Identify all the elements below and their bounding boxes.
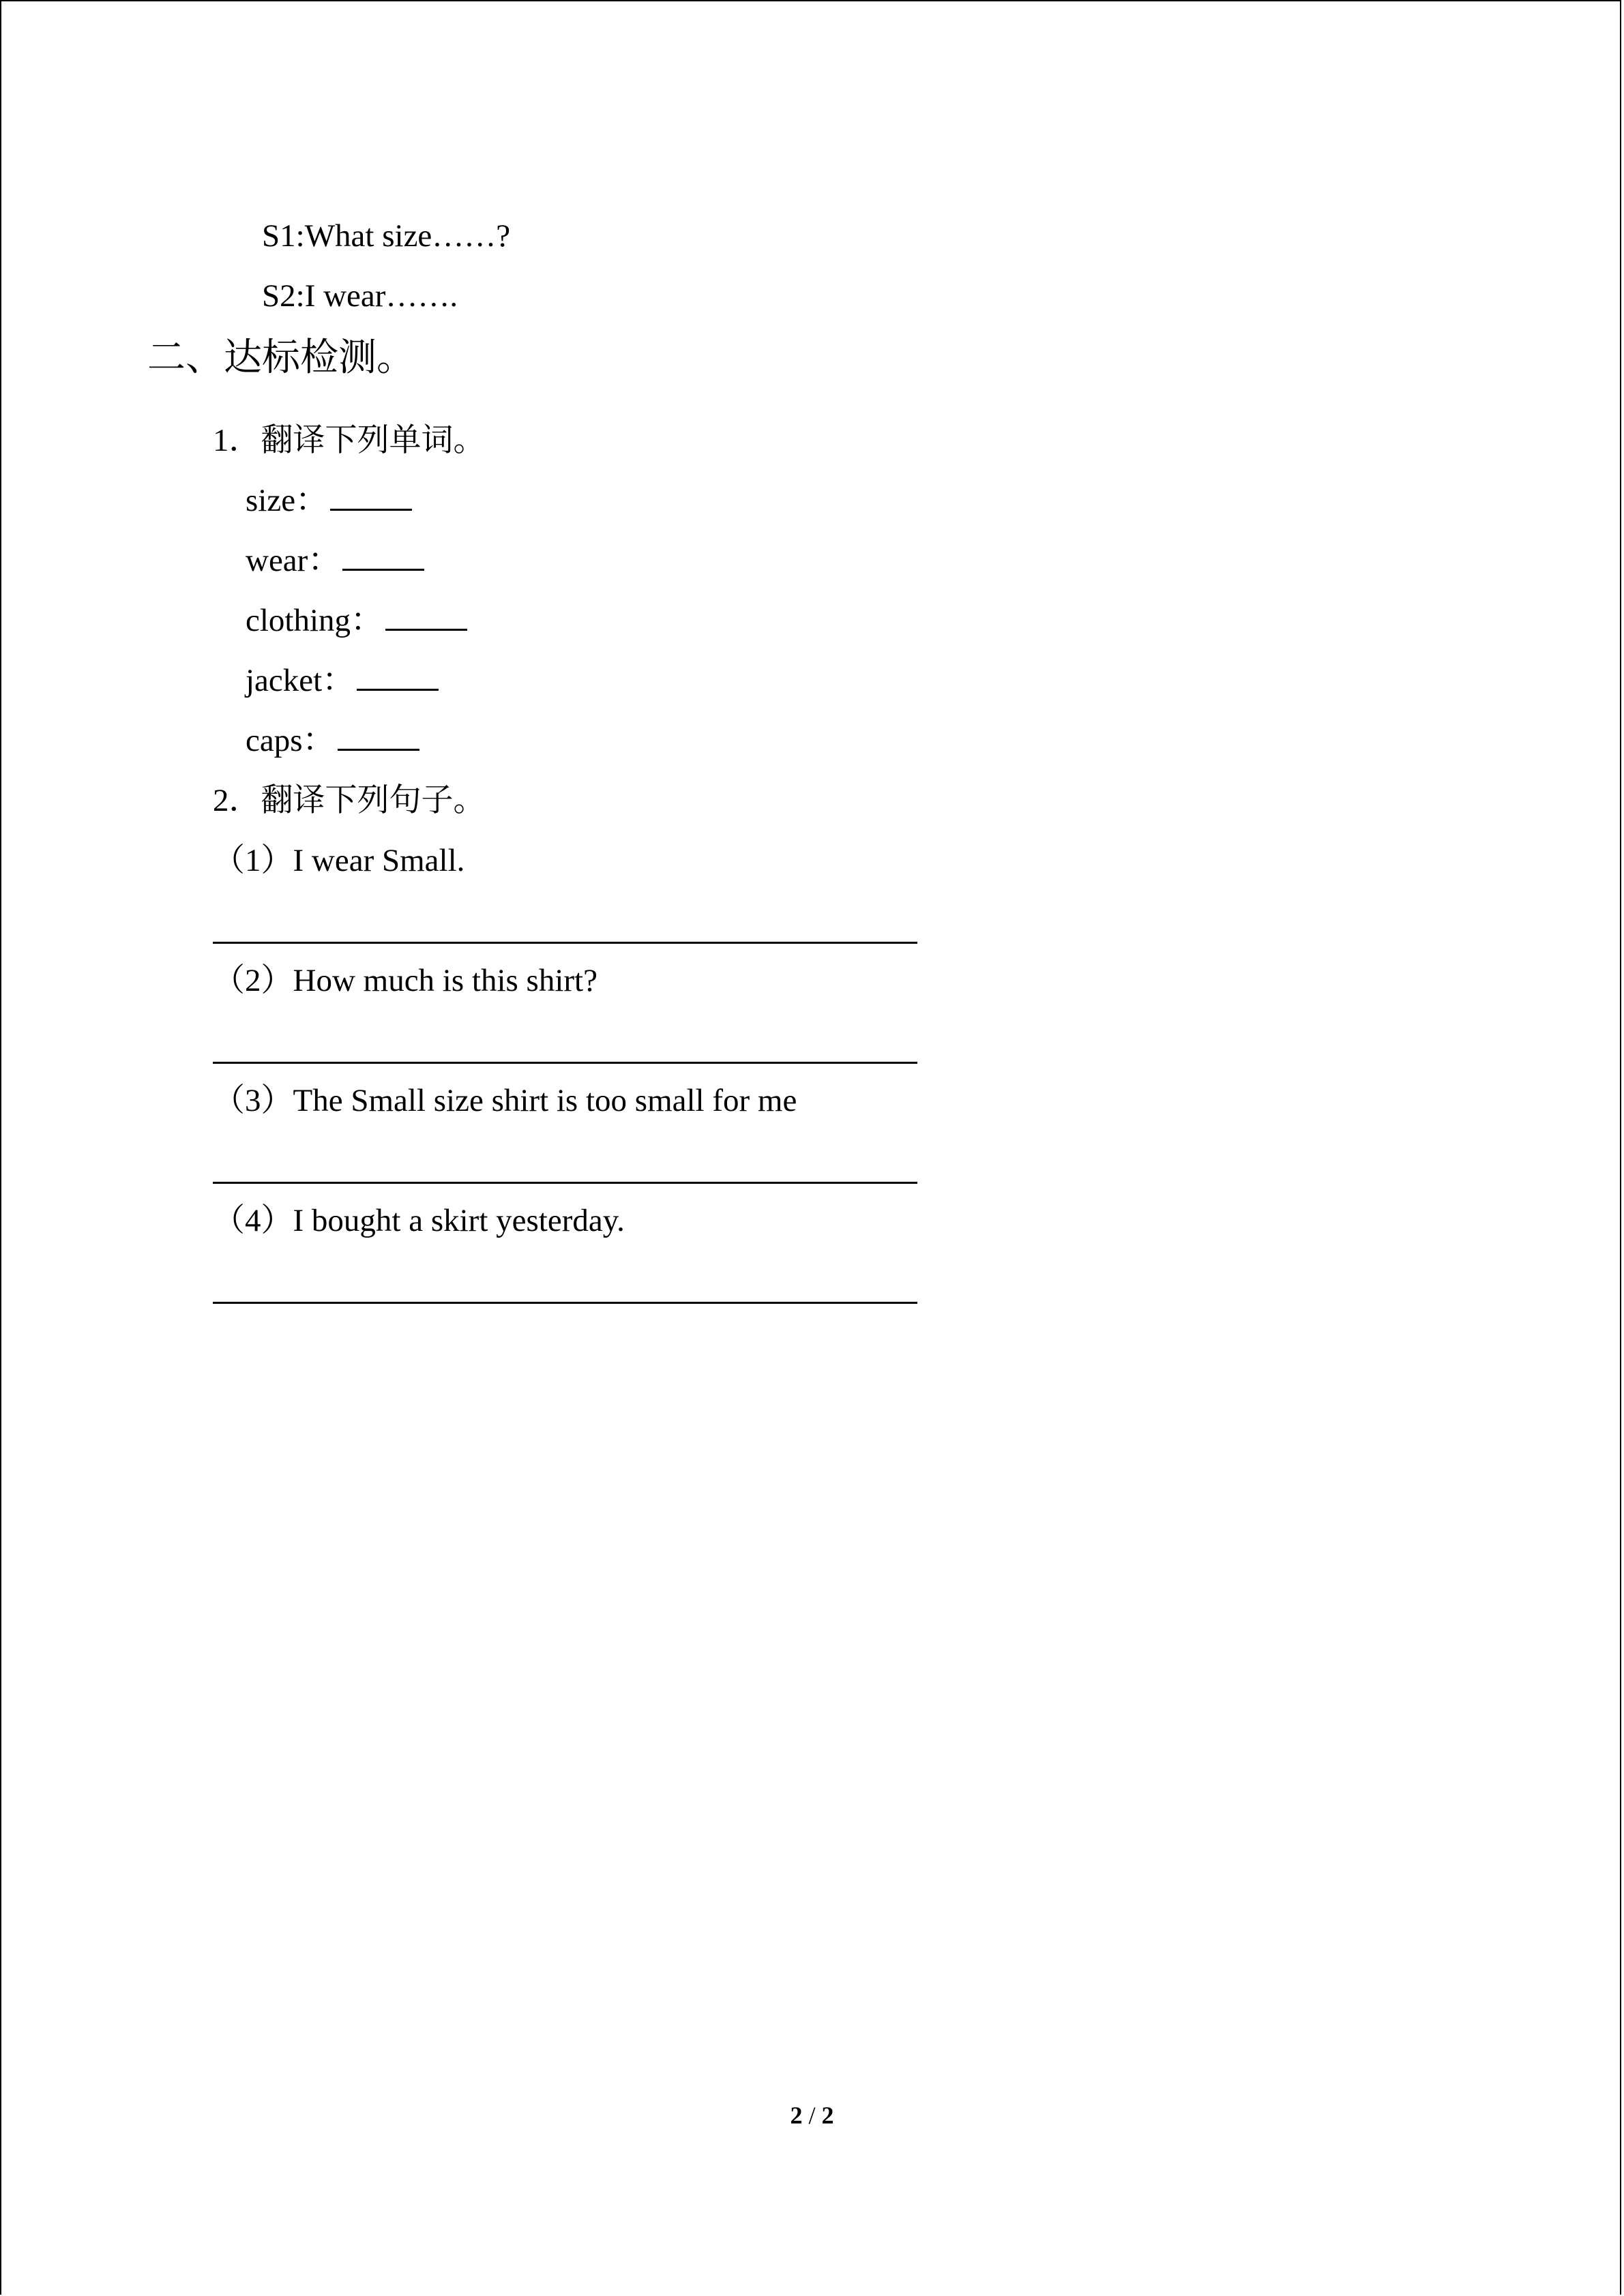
word-label: wear： <box>246 543 340 578</box>
answer-blank[interactable] <box>342 541 424 571</box>
word-item <box>246 541 424 580</box>
word-label: jacket： <box>246 663 355 698</box>
word-item <box>246 481 412 520</box>
q1-title: 1．翻译下列单词。 <box>213 423 486 458</box>
word-label: clothing： <box>246 603 383 638</box>
answer-blank[interactable] <box>338 721 419 751</box>
q2-title: 2．翻译下列句子。 <box>213 783 486 818</box>
answer-blank[interactable] <box>385 601 467 631</box>
dialogue-s1: S1:What size……? <box>262 218 511 254</box>
page-number <box>0 2100 1624 2130</box>
page-total: 2 <box>821 2102 834 2129</box>
answer-blank[interactable] <box>357 661 439 691</box>
page-separator: / <box>808 2102 816 2129</box>
word-item <box>246 601 467 640</box>
sentence-item: （3）The Small size shirt is too small for me <box>213 1083 797 1118</box>
word-item <box>246 721 419 760</box>
sentence-item: （1）I wear Small. <box>213 843 465 878</box>
sentence-item: （4）I bought a skirt yesterday. <box>213 1203 625 1238</box>
word-label: caps： <box>246 723 335 758</box>
dialogue-s2: S2:I wear……. <box>262 278 458 314</box>
answer-blank[interactable] <box>330 481 412 511</box>
answer-line[interactable] <box>213 1302 917 1304</box>
answer-line[interactable] <box>213 1062 917 1064</box>
answer-line[interactable] <box>213 942 917 944</box>
page-current: 2 <box>790 2102 803 2129</box>
word-label: size： <box>246 483 328 518</box>
section-title: 二、达标检测。 <box>147 337 415 379</box>
word-item <box>246 661 439 700</box>
answer-line[interactable] <box>213 1182 917 1184</box>
sentence-item: （2）How much is this shirt? <box>213 963 597 998</box>
